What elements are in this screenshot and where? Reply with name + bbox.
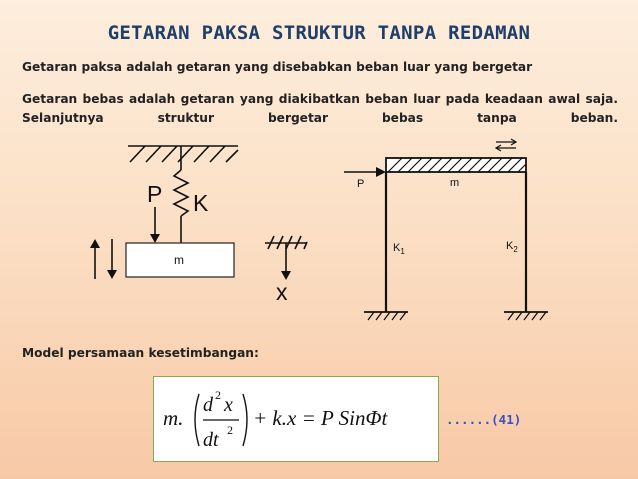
right-column-stiffness-label: $K_2$ [506,240,518,255]
eq-denominator: dt [203,429,219,451]
eq-numerator-exp: 2 [215,388,221,402]
load-arrow-icon [150,207,160,243]
frame-load-arrow-icon [344,167,386,177]
eq-rest: + k.x = P SinΦt [253,406,388,430]
eq-numerator: d [203,394,213,416]
spring-mass-label: m [174,253,184,267]
displacement-reference [265,236,307,280]
eq-denominator-exp: 2 [227,423,233,437]
ceiling-support [128,146,238,162]
forced-vibration-definition: Getaran paksa adalah getaran yang disebabkan beban luar yang bergetar [22,60,533,74]
frame-mass-label: m [450,177,460,189]
equation-intro: Model persamaan kesetimbangan: [22,346,259,360]
spring-icon [174,146,188,243]
oscillation-arrows-icon [90,239,117,279]
right-paren [243,394,247,446]
frame-load-label: P [357,178,365,190]
slide-title: GETARAN PAKSA STRUKTUR TANPA REDAMAN [107,22,531,44]
free-vibration-definition: Getaran bebas adalah getaran yang diakibatkan beban luar pada keadaan awal saja. Selanjutnya struktur bergetar bebas tanpa beban. [22,92,618,125]
eq-numerator-var: x [224,394,233,416]
sway-arrows-icon [496,139,516,151]
left-paren [195,394,199,446]
left-column-stiffness-label: $K_1$ [393,242,405,257]
equation-box [153,376,439,462]
spring-load-label: P [147,181,163,207]
equation-reference: ......(41) [446,412,522,427]
eq-mass: m. [163,406,184,430]
equilibrium-equation [153,376,439,462]
displacement-label: x [276,279,288,305]
spring-stiffness-label: K [193,190,209,216]
